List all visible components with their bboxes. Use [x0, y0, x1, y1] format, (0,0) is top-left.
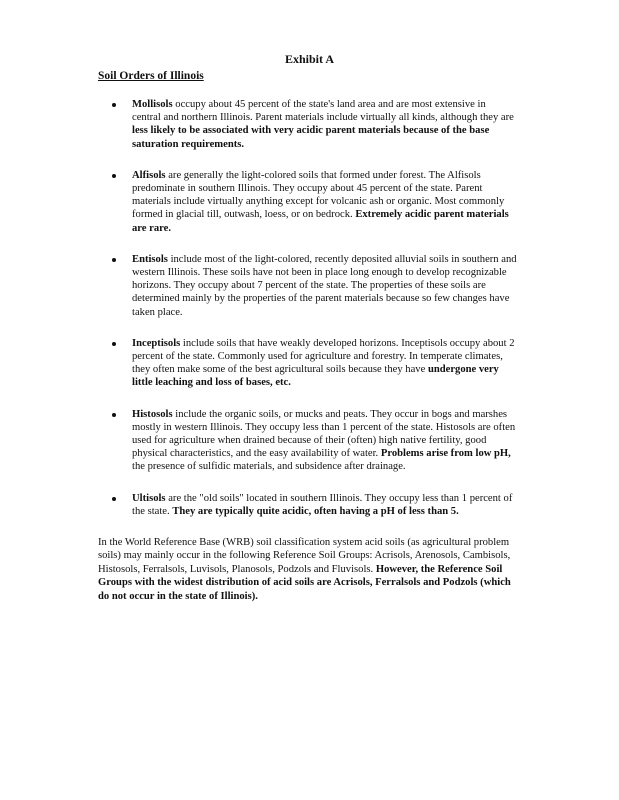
term: Alfisols: [132, 169, 166, 181]
body-text: include the organic soils, or mucks and peats. They occur in bogs and marshes mostly in western Illinois. They occupy less than 1 percent of the state. Histosols are often used for agriculture when drained because of their (often) high native fertility, good physical characteristics, and the easy availability of water.: [132, 408, 516, 460]
emphasis-text: Problems arise from low pH,: [380, 448, 511, 460]
page-title: Exhibit A: [284, 52, 335, 66]
term: Mollisols: [132, 99, 173, 110]
body-text: occupy about 45 percent of the state's land area and are most extensive in central and northern Illinois. Parent materials include virtually all kinds, although they are: [132, 99, 514, 124]
list-item-entisols: [112, 253, 517, 319]
body-text: include soils that have weakly developed horizons. Inceptisols occupy about 2 percent of the state. Commonly used for agriculture and forestry. In temperate climates, they often make some of the best agricultural soils because they have: [132, 337, 515, 376]
list-item-histosols: [112, 408, 517, 474]
closing-text: In the World Reference Base (WRB) soil classification system acid soils (as agricultural problem soils) may mainly occur in the following Reference Soil Groups: Acrisols, Arenosols, Cambisols, Histosols, Ferralsols, Luvisols, Planosols, Podzols and Fluvisols.: [98, 537, 511, 575]
bullet-icon: [112, 413, 116, 417]
term: Entisols: [132, 253, 168, 265]
soil-orders-list: [112, 98, 517, 536]
body-text: are generally the light-colored soils that formed under forest. The Alfisols predominate in southern Illinois. They occupy about 45 percent of the state. Parent materials include virtually anything except for volcanic ash or organic. Most commonly formed in glacial till, outwash, loess, or on bedrock.: [132, 169, 505, 221]
list-item-alfisols: [112, 169, 517, 235]
emphasis-text: undergone very little leaching and loss of bases, etc.: [132, 364, 499, 389]
bullet-icon: [112, 103, 116, 107]
emphasis-text: Extremely acidic parent materials are rare.: [132, 209, 509, 234]
list-item-inceptisols: [112, 337, 517, 390]
bullet-icon: [112, 342, 116, 346]
body-text: include most of the light-colored, recently deposited alluvial soils in southern and western Illinois. These soils have not been in place long enough to develop recognizable horizons. They occupy about 7 percent of the state. The properties of these soils are determined mainly by the properties of the parent materials because so few changes have taken place.: [132, 253, 517, 318]
list-item-ultisols: [112, 492, 517, 518]
emphasis-text: They are typically quite acidic, often having a pH of less than 5.: [172, 505, 459, 517]
section-heading: Soil Orders of Illinois: [98, 70, 204, 82]
term: Ultisols: [132, 492, 166, 504]
tail-text: the presence of sulfidic materials, and subsidence after drainage.: [132, 461, 406, 473]
emphasis-text: less likely to be associated with very acidic parent materials because of the base saturation requirements.: [132, 125, 490, 150]
list-item-mollisols: [112, 98, 517, 151]
bullet-icon: [112, 174, 116, 178]
bullet-icon: [112, 258, 116, 262]
body-text: are the "old soils" located in southern Illinois. They occupy less than 1 percent of the state.: [132, 492, 513, 517]
bullet-icon: [112, 497, 116, 501]
closing-paragraph: [98, 536, 523, 603]
term: Histosols: [132, 408, 173, 420]
closing-emphasis: However, the Reference Soil Groups with the widest distribution of acid soils are Acrisols, Ferralsols and Podzols (which do not occur in the state of Illinois).: [98, 563, 511, 602]
term: Inceptisols: [132, 337, 181, 349]
